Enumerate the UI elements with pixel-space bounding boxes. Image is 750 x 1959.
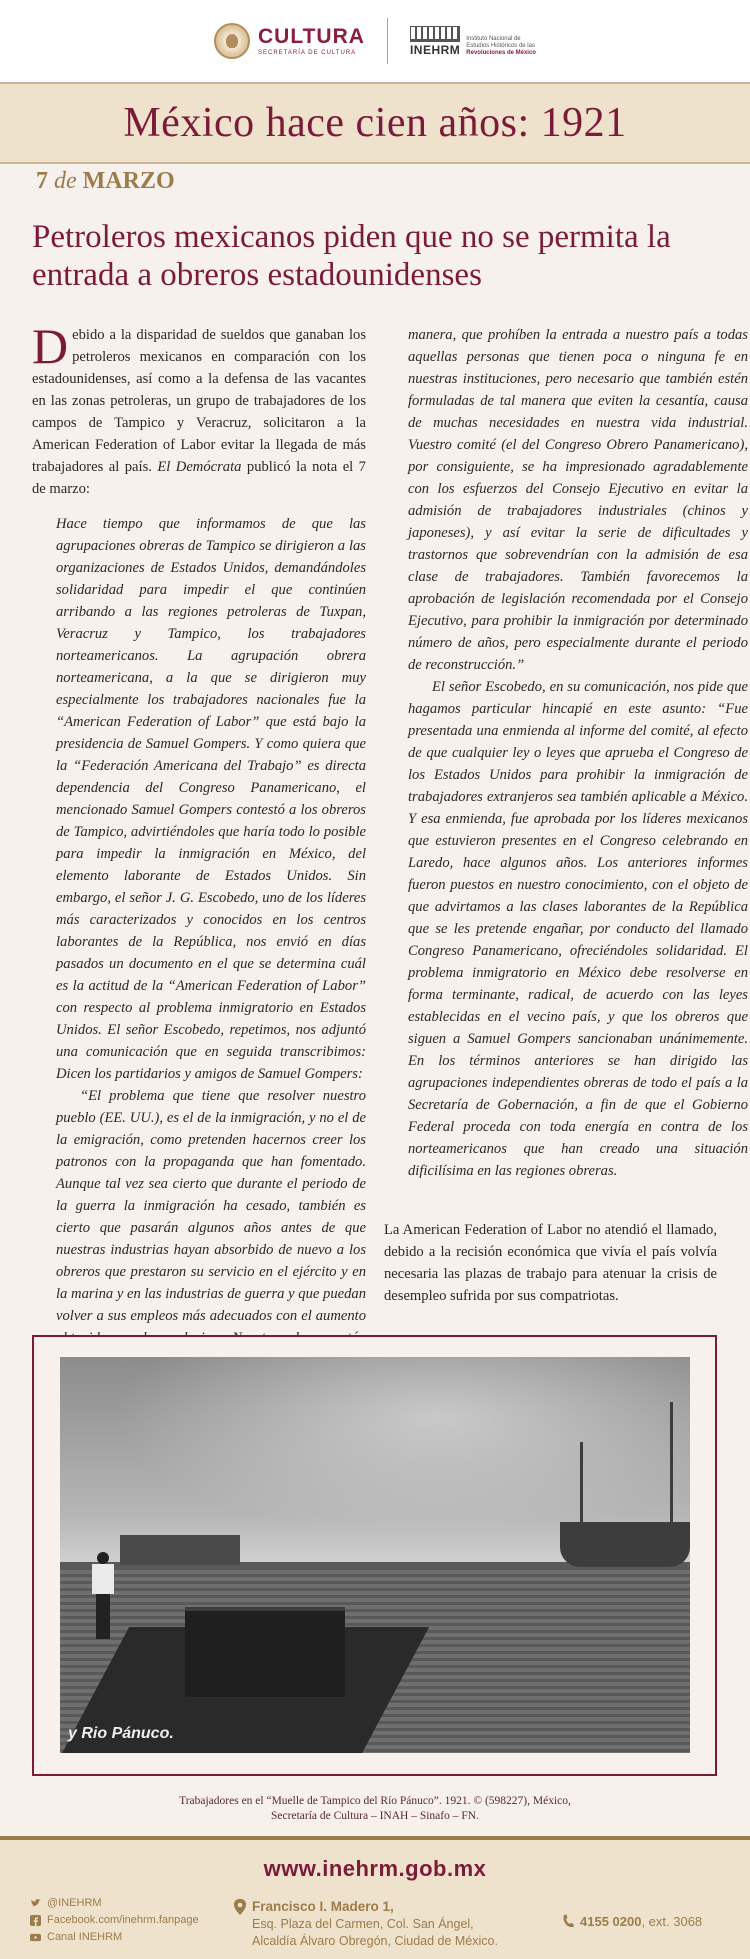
- cultura-name: CULTURA: [258, 25, 365, 48]
- date-day: 7: [36, 168, 48, 194]
- address-block: [252, 1898, 498, 1950]
- boat-shape: [120, 1535, 240, 1565]
- closing-paragraph: La American Federation of Labor no atendió el llamado, debido a la recisión económica que vivía el país volvía necesaria las plazas de trabajo para atenuar la crisis de desempleo sufrida por sus compatriotas.: [384, 1222, 717, 1304]
- photo-frame: [32, 1335, 717, 1776]
- quote-paragraph-4: El señor Escobedo, en su comunicación, nos pide que hagamos particular hincapié en este asunto: “Fue presentada una enmienda al informe del comité, al efecto de que cualquier ley o leyes que aprueba el Congreso de los Estados Unidos para prohibir la inmigración de trabajadores extranjeros sea también aplicable a México. Y esa enmienda, fue aprobada por los líderes mexicanos que estuvieron presentes en el Congreso celebrando en Laredo, hace algunos años. Los anteriores informes fueron puestos en nuestro conocimiento, con el objeto de que advirtamos a las clases laborantes de la República que se les pretende engañar, por conducto del llamado Congreso Panamericano, ofreciéndoles solidaridad. El problema inmigratorio en México debe resolverse en forma terminante, radical, de acuerdo con las leyes establecidas en el vecino país, y que los obreros que siguen a Samuel Gompers sancionaban unánimemente. En los términos anteriores se han dirigido las agrupaciones independientes obreras de todo el país a la Secretaría de Gobernación, a fin de que el Gobierno Federal proceda con toda energía en contra de los norteamericanos que han creado una situación dificilísima en las regiones obreras.: [408, 679, 748, 1179]
- photo-caption: Trabajadores en el “Muelle de Tampico del Río Pánuco”. 1921. © (598227), México, Secretaría de Cultura – INAH – Sinafo – FN.: [179, 1795, 571, 1822]
- page-header: [0, 0, 750, 82]
- address-title: Francisco I. Madero 1,: [252, 1899, 394, 1914]
- quote-paragraph-2: “El problema que tiene que resolver nuestro pueblo (EE. UU.), es el de la inmigración, y no el de la emigración, como pretenden hacernos creer los patronos con la propaganda que han fomentado. Aunque tal vez sea cierto que durante el periodo de la guerra la inmigración ha cesado, también es cierto que pasarán algunos años antes de que nuestras industrias hayan absorbido de nuevo a los obreros que prestaron su servicio en el ejército y en la marina y en las industrias de guerra y que puedan volver a sus empleos más adecuados con el aumento: [56, 1088, 366, 1324]
- date-month: MARZO: [82, 168, 175, 194]
- national-seal-icon: [214, 23, 250, 59]
- newspaper-name: El Demócrata: [157, 459, 242, 475]
- inehrm-name: INEHRM: [409, 42, 461, 57]
- article-column-right: [408, 324, 748, 1182]
- phone-ext: , ext. 3068: [641, 1914, 703, 1929]
- inehrm-caption: Instituto Nacional de Estudios Históricos de las Revoluciones de México: [466, 35, 536, 56]
- photo-inscription: y Rio Pánuco.: [68, 1725, 174, 1742]
- intro-paragraph: Debido a la disparidad de sueldos que ganaban los petroleros mexicanos en comparación con los estadounidenses, así como a la defensa de las vacantes en las zonas petroleras, un grupo de trabajadores de los campos de Tampico y Veracruz, solicitaron a la American Federation of Labor evitar la llegada de más trabajadores al país. El Demócrata publicó la nota el 7 de marzo:: [32, 318, 366, 497]
- crate-shape: [185, 1607, 345, 1697]
- website-link[interactable]: www.inehrm.gob.mx: [263, 1856, 487, 1881]
- location-pin-icon: [234, 1899, 246, 1915]
- address-line: Esq. Plaza del Carmen, Col. San Ángel,: [252, 1917, 474, 1931]
- phone-number: 4155 0200: [580, 1914, 642, 1929]
- social-links: [30, 1895, 199, 1946]
- building-icon: [410, 26, 460, 42]
- ship-mast: [670, 1402, 673, 1527]
- article-column-left: [32, 318, 366, 1371]
- youtube-icon: [30, 1932, 41, 1943]
- phone-icon: [562, 1914, 574, 1928]
- ship-mast: [580, 1442, 583, 1527]
- cultura-subtitle: SECRETARÍA DE CULTURA: [258, 50, 357, 56]
- cultura-logo[interactable]: [214, 23, 365, 59]
- worker-figure: [88, 1552, 118, 1642]
- social-link-facebook[interactable]: Facebook.com/inehrm.fanpage: [30, 1912, 199, 1929]
- quote-paragraph-1: Hace tiempo que informamos de que las agrupaciones obreras de Tampico se dirigieron a las organizaciones de Estados Unidos, demandándoles solidaridad para impedir el que continúen arribando a las regiones petroleras de Tuxpan, Veracruz y Tampico, los trabajadores norteamericanos. La agrupación obrera norteamericana, a la que se dirigieron muy especialmente los trabajadores nacionales fue la “American Federation of Labor” que está bajo la presidencia de Samuel Gompers. Y como quiera que la “Federación Americana del Trabajo” es directa dependencia del Congreso Panamericano, el mencionado Samuel Gompers contestó a los obreros de Tampico, advirtiéndoles que haría todo lo posible para impedir la inmigración en México, del elemento laborante de Estados Unidos. Sin embargo, el señor J. G. Escobedo, uno de los líderes más caracterizados y conocidos en los centros laborantes de la República, nos envió en días pasados un documento en el que se determina cuál es la actitud de la “American Federation of Labor” con respecto al problema inmigratorio en Estados Unidos. El señor Escobedo, repetimos, nos adjuntó una comunicación que en seguida transcribimos: Dicen los partidarios y amigos de Samuel Gompers:: [56, 516, 366, 1082]
- address-line: Alcaldía Álvaro Obregón, Ciudad de México.: [252, 1934, 498, 1948]
- social-link-twitter[interactable]: @INEHRM: [30, 1895, 199, 1912]
- title-band: [0, 82, 750, 164]
- facebook-icon: [30, 1915, 41, 1926]
- drop-cap: D: [32, 318, 69, 374]
- twitter-icon: [30, 1898, 41, 1909]
- date-de: de: [54, 168, 77, 194]
- historical-photo[interactable]: [60, 1357, 690, 1753]
- header-divider: [387, 18, 388, 64]
- quote-paragraph-3: manera, que prohíben la entrada a nuestro país a todas aquellas personas que tienen poca o ninguna fe en nuestras instituciones, pero necesario que también estén formuladas de tal manera que eviten la cesantía, causa de muchas necesidades en nuestra vida industrial. Vuestro comité (el del Congreso Obrero Panamericano), por consiguiente, se ha impresionado agradablemente con los esfuerzos del Consejo Ejecutivo en evitar la admisión de trabajadores industriales (chinos y japoneses), y así evitar la serie de dificultades y trastornos que sobrevendrían con la admisión de esa clase de trabajadores. También favorecemos la aprobación de legislación recomendada por el Consejo Ejecutivo, para prohibir la inmigración por determinado número de años, pero especialmente durante el periodo de reconstrucción.”: [408, 327, 748, 673]
- social-link-youtube[interactable]: Canal INEHRM: [30, 1929, 199, 1946]
- article-headline: Petroleros mexicanos piden que no se permita la entrada a obreros estadounidenses: [32, 219, 671, 293]
- inehrm-logo[interactable]: [410, 26, 536, 57]
- date-line: [36, 168, 175, 195]
- phone-contact[interactable]: [562, 1914, 702, 1929]
- page-footer: [0, 1836, 750, 1959]
- page-title: México hace cien años: 1921: [123, 100, 627, 146]
- steamship-shape: [560, 1522, 690, 1567]
